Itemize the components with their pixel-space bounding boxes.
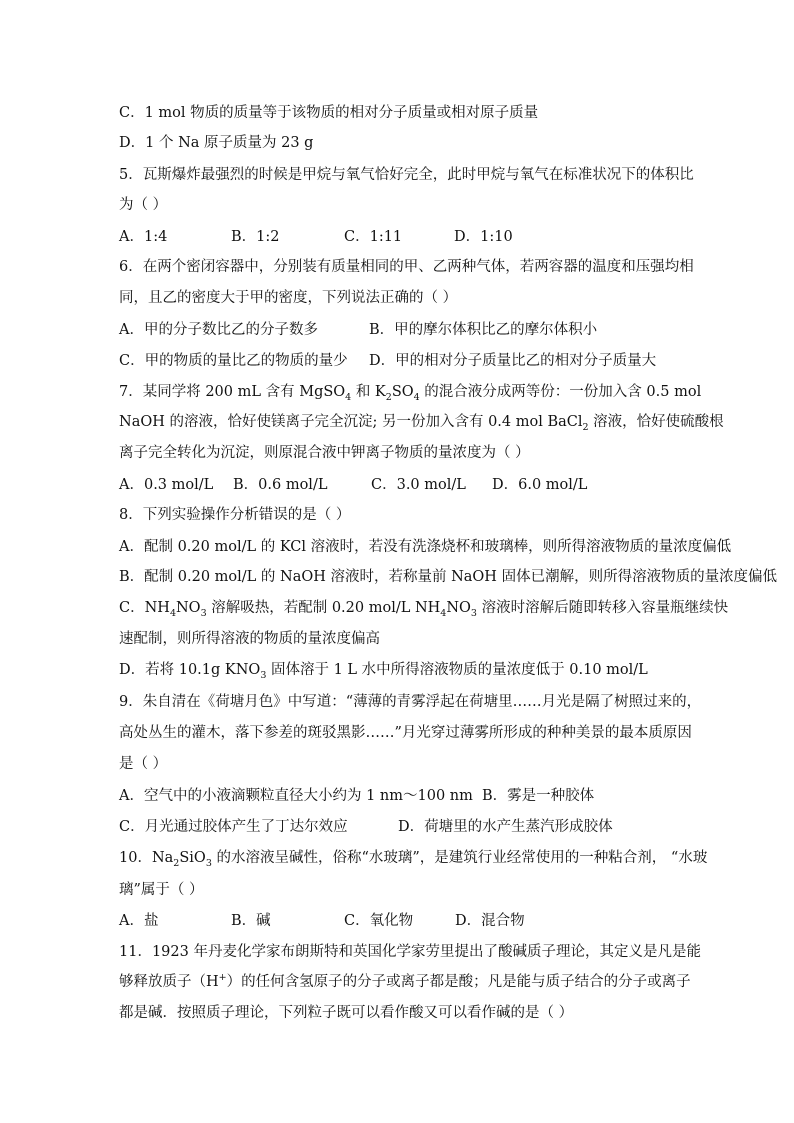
answer-options-row: [119, 786, 679, 806]
text-line: 同，且乙的密度大于甲的密度，下列说法正确的（ ）: [119, 290, 458, 306]
answer-option: A．1:4: [119, 229, 168, 245]
text-segment: 的水溶液呈碱性，俗称“水玻璃”，是建筑行业经常使用的一种粘合剂， “水玻: [211, 850, 708, 866]
answer-option: B．1:2: [231, 229, 280, 245]
text-line: C．1 mol 物质的质量等于该物质的相对分子质量或相对原子质量: [119, 105, 539, 121]
answer-options-row: [119, 911, 679, 931]
answer-option: A．甲的分子数比乙的分子数多: [119, 322, 318, 338]
answer-option: C．月光通过胶体产生了丁达尔效应: [119, 819, 348, 835]
text-segment: NaOH 的溶液，恰好使镁离子完全沉淀; 另一份加入含有 0.4 mol BaCl: [119, 414, 583, 430]
answer-option: B．甲的摩尔体积比乙的摩尔体积小: [369, 322, 598, 338]
answer-options-row: [119, 817, 679, 837]
text-segment: 溶解吸热，若配制 0.20 mol/L NH: [206, 600, 441, 616]
text-segment: 10．Na: [119, 850, 174, 866]
answer-option: D．甲的相对分子质量比乙的相对分子质量大: [369, 353, 657, 369]
answer-options-row: [119, 351, 679, 371]
text-line: 璃”属于（ ）: [119, 882, 204, 898]
text-segment: 溶液，恰好使硫酸根: [588, 414, 724, 430]
subscript: 4: [440, 607, 447, 619]
text-line: [119, 412, 724, 432]
text-segment: 的混合液分成两等份：一份加入含 0.5 mol: [419, 384, 702, 400]
subscript: 2: [173, 857, 180, 869]
subscript: 4: [413, 391, 420, 403]
text-segment: 7．某同学将 200 mL 含有 MgSO: [119, 384, 346, 400]
text-line: [119, 598, 728, 618]
text-line: 11．1923 年丹麦化学家布朗斯特和英国化学家劳里提出了酸碱质子理论，其定义是凡是能: [119, 944, 701, 960]
text-line: 都是碱．按照质子理论，下列粒子既可以看作酸又可以看作碱的是（ ）: [119, 1005, 574, 1021]
text-segment: 固体溶于 1 L 水中所得溶液物质的量浓度低于 0.10 mol/L: [266, 662, 648, 678]
answer-option: A．盐: [119, 913, 159, 929]
text-segment: ）的任何含氢原子的分子或离子都是酸；凡是能与质子结合的分子或离子: [226, 974, 691, 990]
answer-option: B．雾是一种胶体: [482, 788, 595, 804]
answer-option: D．荷塘里的水产生蒸汽形成胶体: [398, 819, 613, 835]
subscript: 3: [470, 607, 477, 619]
answer-option: D．1:10: [454, 229, 513, 245]
answer-options-row: [119, 475, 679, 495]
answer-option: B．碱: [231, 913, 271, 929]
text-line: [119, 660, 648, 680]
text-line: 9．朱自清在《荷塘月色》中写道：“薄薄的青雾浮起在荷塘里……月光是隔了树照过来的，: [119, 694, 702, 710]
text-segment: 和 K: [351, 384, 386, 400]
text-line: [119, 848, 707, 868]
text-line: [119, 972, 691, 992]
answer-option: A．空气中的小液滴颗粒直径大小约为 1 nm～100 nm: [119, 788, 473, 804]
text-segment: NO: [175, 600, 201, 616]
answer-option: C．1:11: [344, 229, 403, 245]
text-line: 速配制，则所得溶液的物质的量浓度偏高: [119, 631, 380, 647]
subscript: 4: [169, 607, 176, 619]
text-line: 8．下列实验操作分析错误的是（ ）: [119, 507, 351, 523]
answer-option: C．3.0 mol/L: [371, 477, 466, 493]
text-segment: NO: [446, 600, 471, 616]
subscript: 2: [582, 421, 589, 433]
answer-option: A．0.3 mol/L: [119, 477, 214, 493]
text-segment: C．NH: [119, 600, 170, 616]
answer-option: D．混合物: [455, 913, 525, 929]
text-segment: SO: [391, 384, 414, 400]
text-segment: 够释放质子（H: [119, 974, 219, 990]
answer-option: C．氧化物: [344, 913, 414, 929]
text-line: 5．瓦斯爆炸最强烈的时候是甲烷与氧气恰好完全，此时甲烷与氧气在标准状况下的体积比: [119, 167, 694, 183]
text-line: 为（ ）: [119, 197, 168, 213]
text-segment: D．若将 10.1g KNO: [119, 662, 261, 678]
text-line: [119, 382, 701, 402]
answer-option: C．甲的物质的量比乙的物质的量少: [119, 353, 348, 369]
subscript: 2: [385, 391, 392, 403]
subscript: 4: [345, 391, 352, 403]
answer-option: D．6.0 mol/L: [492, 477, 588, 493]
answer-option: B．0.6 mol/L: [233, 477, 328, 493]
superscript: +: [218, 972, 227, 984]
text-line: B．配制 0.20 mol/L 的 NaOH 溶液时，若称量前 NaOH 固体已潮解，则所得溶液物质的量浓度偏低: [119, 569, 778, 585]
text-line: 离子完全转化为沉淀，则原混合液中钾离子物质的量浓度为（ ）: [119, 445, 530, 461]
text-line: 高处丛生的灌木，落下参差的斑驳黑影……”月光穿过薄雾所形成的种种美景的最本质原因: [119, 725, 692, 741]
text-line: D．1 个 Na 原子质量为 23 g: [119, 135, 314, 151]
subscript: 3: [205, 857, 212, 869]
subscript: 3: [200, 607, 207, 619]
subscript: 3: [260, 669, 267, 681]
text-line: 6．在两个密闭容器中，分别装有质量相同的甲、乙两种气体，若两容器的温度和压强均相: [119, 259, 694, 275]
answer-options-row: [119, 320, 679, 340]
answer-options-row: [119, 227, 679, 247]
text-segment: 溶液时溶解后随即转移入容量瓶继续快: [476, 600, 729, 616]
text-segment: SiO: [179, 850, 206, 866]
text-line: A．配制 0.20 mol/L 的 KCl 溶液时，若没有洗涤烧杯和玻璃棒，则所得溶液物质的量浓度偏低: [119, 539, 732, 555]
text-line: 是（ ）: [119, 756, 168, 772]
